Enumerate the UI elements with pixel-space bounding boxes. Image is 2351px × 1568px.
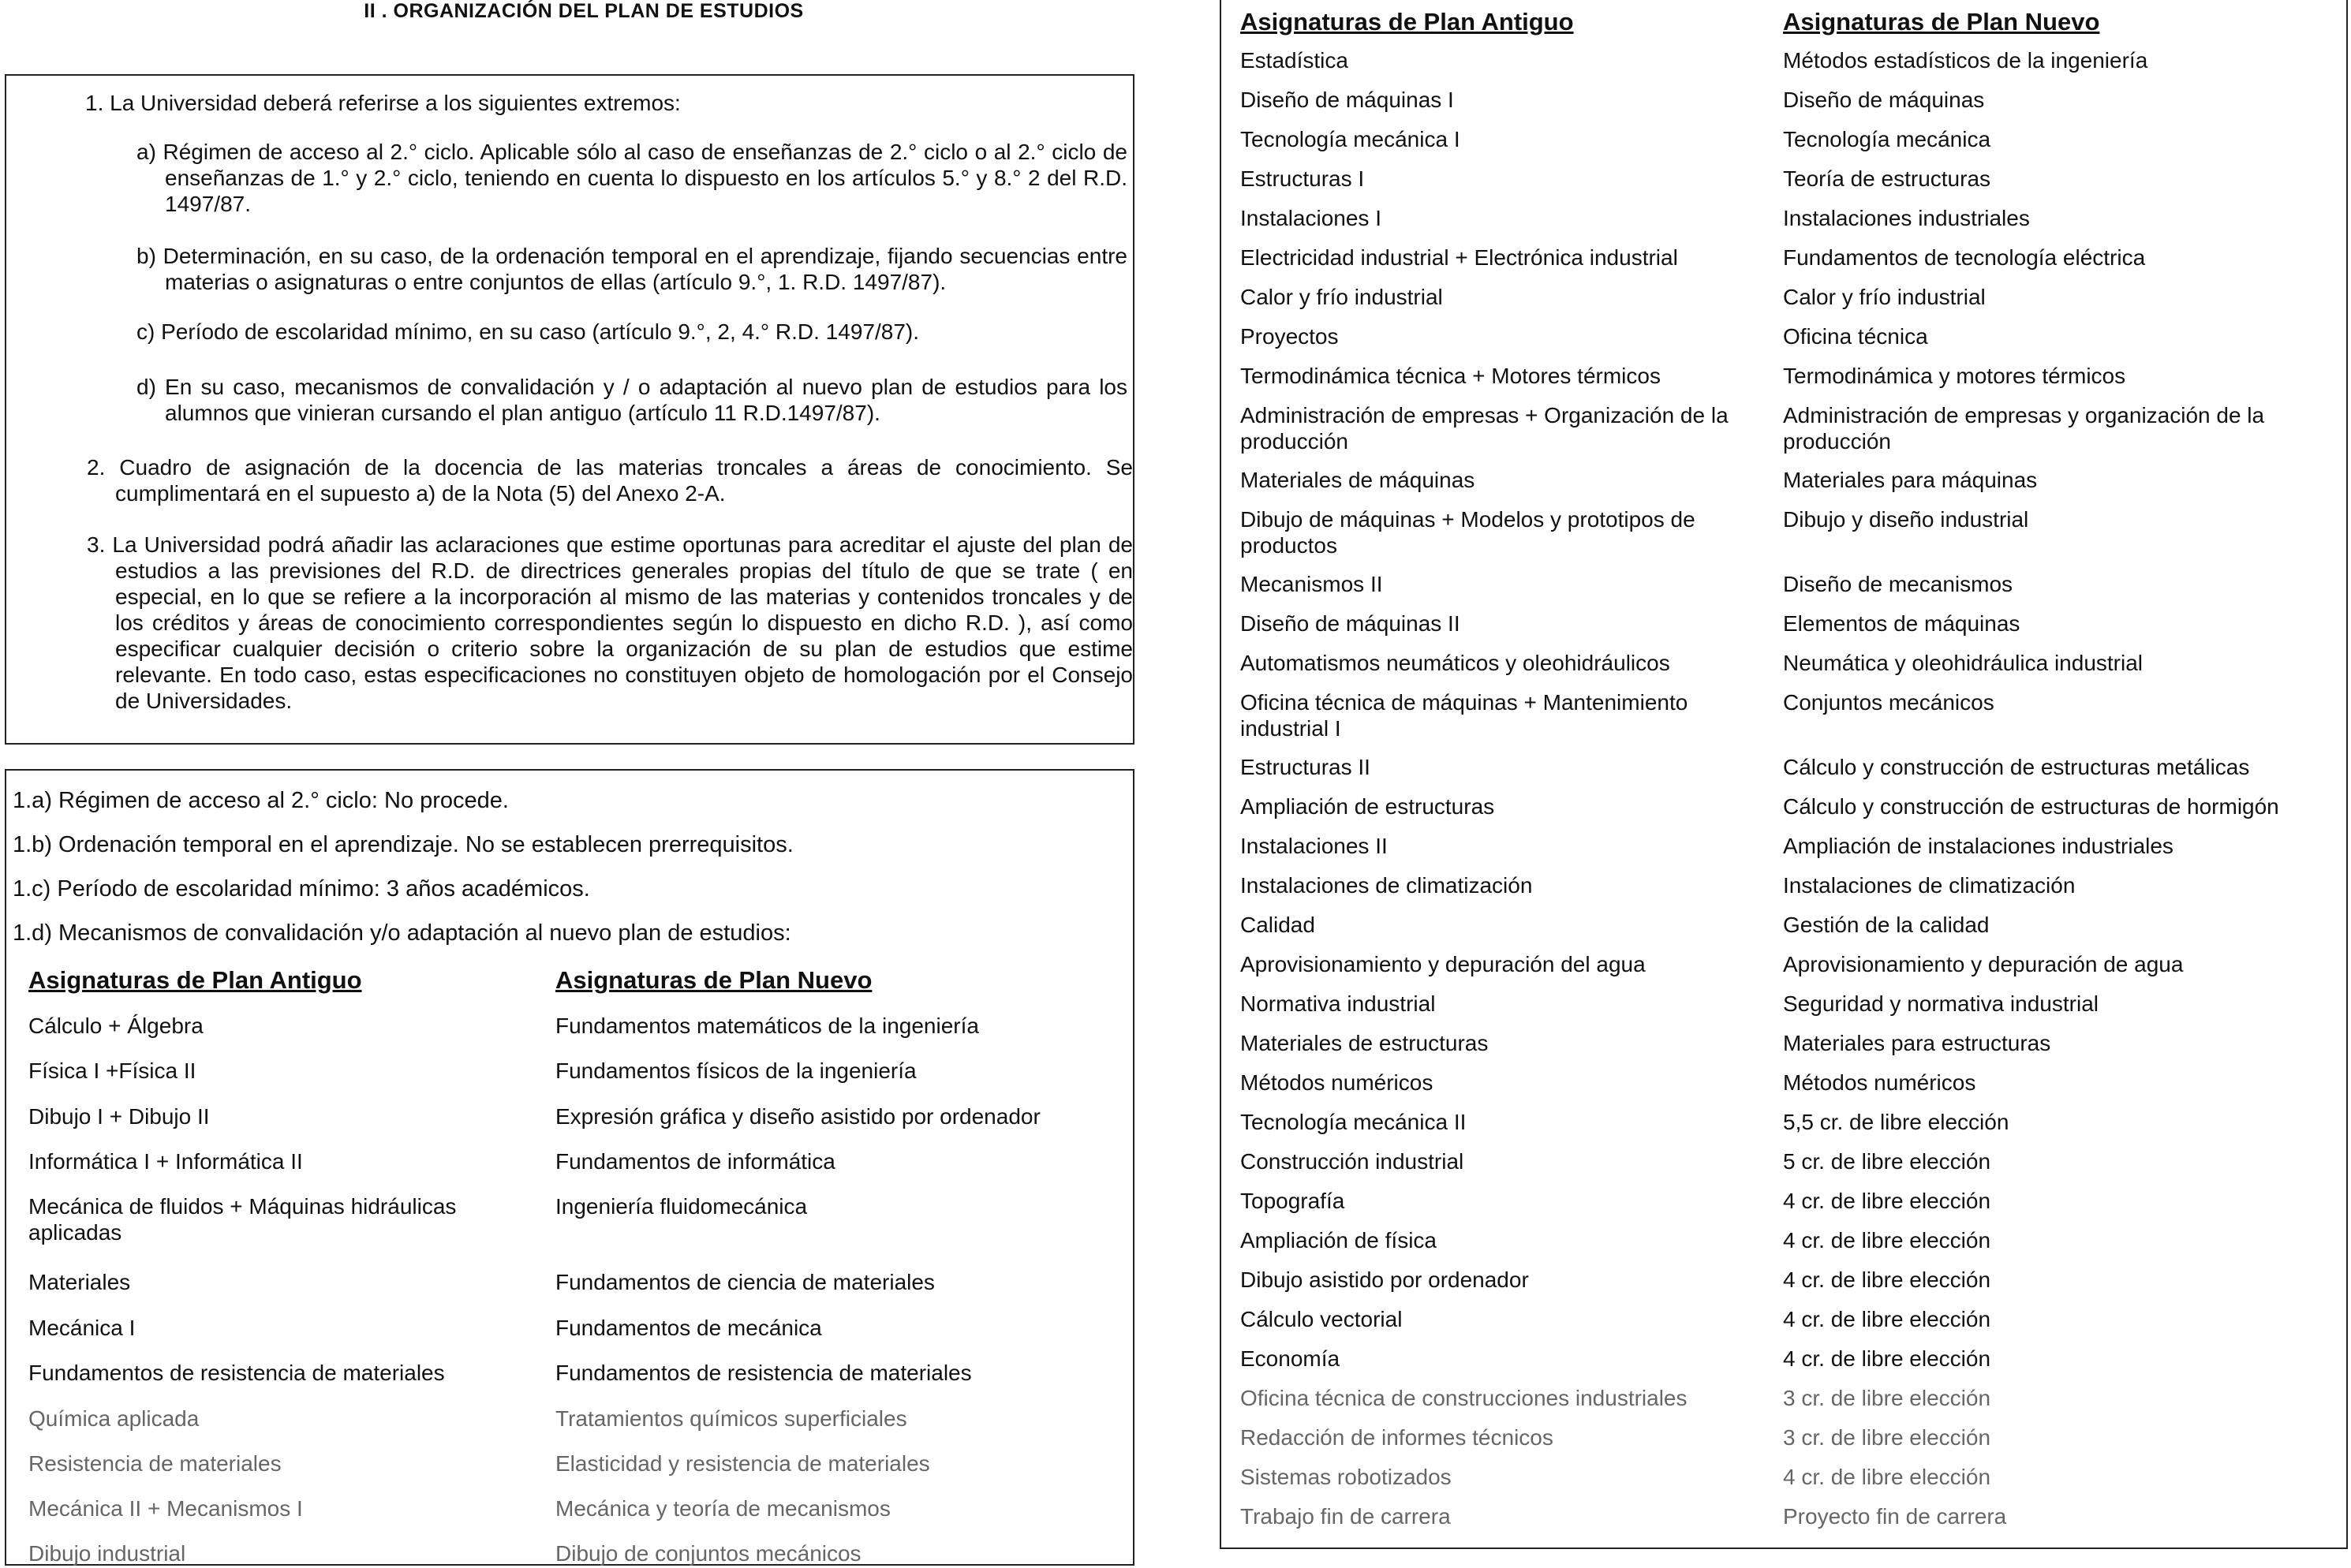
table-cell-old: Estadística — [1240, 48, 1348, 73]
left-new-header: Asignaturas de Plan Nuevo — [555, 966, 873, 994]
table-cell-new: Oficina técnica — [1783, 324, 1928, 349]
table-cell-old: Sistemas robotizados — [1240, 1465, 1452, 1489]
table-cell-new: Mecánica y teoría de mecanismos — [555, 1496, 891, 1521]
instructions-box — [5, 74, 1134, 745]
table-cell-new: Fundamentos de resistencia de materiales — [555, 1361, 972, 1385]
table-cell-new: Instalaciones industriales — [1783, 206, 2030, 230]
table-cell-old: Mecánica de fluidos + Máquinas hidráulicas aplicadas — [28, 1194, 457, 1245]
table-cell-old: Materiales — [28, 1270, 131, 1294]
table-cell-new: Fundamentos de tecnología eléctrica — [1783, 245, 2146, 270]
table-cell-new: Termodinámica y motores térmicos — [1783, 364, 2126, 388]
answer-1a: 1.a) Régimen de acceso al 2.° ciclo: No procede. — [13, 788, 509, 813]
table-cell-old: Diseño de máquinas I — [1240, 88, 1454, 112]
right-new-header: Asignaturas de Plan Nuevo — [1783, 8, 2100, 35]
rule-2: 2. Cuadro de asignación de la docencia de las materias troncales a áreas de conocimiento. Se cumplimentará en el supuesto a) de la Nota (5) del Anexo 2-A. — [87, 455, 1133, 506]
table-cell-new: Cálculo y construcción de estructuras metálicas — [1783, 755, 2250, 779]
rule-3: 3. La Universidad podrá añadir las aclaraciones que estime oportunas para acreditar el ajuste del plan de estudios a las previsiones del R.D. de directrices generales propias del título de que se trate ( en especial, en lo que se refiere a la incorporación al mismo de las materias y contenidos troncales y de los créditos y áreas de conocimiento correspondientes según lo dispuesto en dicho R.D. ), así como especificar cualquier decisión o criterio sobre la organización de su plan de estudios que estime relevante. En todo caso, estas especificaciones no constituyen objeto de homologación por el Consejo de Universidades. — [87, 532, 1133, 713]
table-cell-old: Dibujo I + Dibujo II — [28, 1104, 210, 1129]
table-cell-old: Electricidad industrial + Electrónica industrial — [1240, 245, 1678, 270]
table-cell-new: Elasticidad y resistencia de materiales — [555, 1451, 930, 1476]
table-cell-new: Proyecto fin de carrera — [1783, 1504, 2007, 1529]
table-cell-new: Tecnología mecánica — [1783, 127, 1991, 151]
table-cell-old: Dibujo industrial — [28, 1541, 186, 1566]
table-cell-old: Construcción industrial — [1240, 1149, 1464, 1174]
table-cell-old: Física I +Física II — [28, 1058, 196, 1083]
rule-1d: d) En su caso, mecanismos de convalidación y / o adaptación al nuevo plan de estudios para los alumnos que vinieran cursando el plan antiguo (artículo 11 R.D.1497/87). — [136, 375, 1127, 425]
table-cell-old: Ampliación de física — [1240, 1228, 1437, 1253]
table-cell-new: Materiales para máquinas — [1783, 468, 2038, 492]
table-cell-old: Ampliación de estructuras — [1240, 794, 1495, 819]
table-cell-old: Métodos numéricos — [1240, 1070, 1433, 1095]
table-cell-old: Calidad — [1240, 913, 1315, 937]
table-cell-old: Tecnología mecánica II — [1240, 1110, 1467, 1134]
table-cell-new: Materiales para estructuras — [1783, 1031, 2051, 1055]
table-cell-old: Instalaciones I — [1240, 206, 1381, 230]
table-cell-new: Calor y frío industrial — [1783, 285, 1986, 309]
table-cell-new: Diseño de máquinas — [1783, 88, 1985, 112]
table-cell-new: Ampliación de instalaciones industriales — [1783, 834, 2173, 858]
table-cell-new: 4 cr. de libre elección — [1783, 1346, 1991, 1371]
table-cell-new: Dibujo y diseño industrial — [1783, 507, 2029, 532]
table-cell-new: Métodos estadísticos de la ingeniería — [1783, 48, 2148, 73]
table-cell-old: Proyectos — [1240, 324, 1339, 349]
table-cell-old: Calor y frío industrial — [1240, 285, 1443, 309]
table-cell-old: Cálculo + Álgebra — [28, 1014, 204, 1038]
table-cell-new: 3 cr. de libre elección — [1783, 1425, 1991, 1450]
table-cell-old: Instalaciones de climatización — [1240, 873, 1533, 898]
rule-1c: c) Período de escolaridad mínimo, en su caso (artículo 9.°, 2, 4.° R.D. 1497/87). — [136, 319, 919, 344]
table-cell-old: Cálculo vectorial — [1240, 1307, 1403, 1331]
table-cell-new: Fundamentos de ciencia de materiales — [555, 1270, 935, 1294]
table-cell-new: Tratamientos químicos superficiales — [555, 1406, 907, 1431]
table-cell-new: Elementos de máquinas — [1783, 611, 2020, 636]
table-cell-new: 3 cr. de libre elección — [1783, 1386, 1991, 1410]
table-cell-new: Ingeniería fluidomecánica — [555, 1194, 808, 1219]
table-cell-new: Instalaciones de climatización — [1783, 873, 2076, 898]
left-old-header: Asignaturas de Plan Antiguo — [28, 966, 362, 994]
table-cell-old: Normativa industrial — [1240, 991, 1436, 1016]
table-cell-new: Fundamentos de mecánica — [555, 1316, 822, 1340]
table-cell-old: Dibujo de máquinas + Modelos y prototipos de productos — [1240, 507, 1695, 558]
answer-1b: 1.b) Ordenación temporal en el aprendizaje. No se establecen prerrequisitos. — [13, 832, 794, 857]
page-title: II . ORGANIZACIÓN DEL PLAN DE ESTUDIOS — [364, 0, 804, 22]
table-cell-new: 4 cr. de libre elección — [1783, 1465, 1991, 1489]
answers-box — [5, 769, 1134, 1566]
table-cell-new: Neumática y oleohidráulica industrial — [1783, 651, 2144, 675]
table-cell-new: Expresión gráfica y diseño asistido por ordenador — [555, 1104, 1041, 1129]
rule-1: 1. La Universidad deberá referirse a los siguientes extremos: — [85, 91, 681, 115]
table-cell-new: 4 cr. de libre elección — [1783, 1228, 1991, 1253]
table-cell-new: Cálculo y construcción de estructuras de hormigón — [1783, 794, 2279, 819]
table-cell-new: 4 cr. de libre elección — [1783, 1267, 1991, 1292]
answer-1d: 1.d) Mecanismos de convalidación y/o adaptación al nuevo plan de estudios: — [13, 920, 791, 946]
table-cell-old: Materiales de estructuras — [1240, 1031, 1489, 1055]
table-cell-new: 5 cr. de libre elección — [1783, 1149, 1991, 1174]
table-cell-old: Química aplicada — [28, 1406, 200, 1431]
table-cell-new: Teoría de estructuras — [1783, 166, 1991, 191]
table-cell-new: Dibujo de conjuntos mecánicos — [555, 1541, 862, 1566]
table-cell-old: Resistencia de materiales — [28, 1451, 282, 1476]
table-cell-old: Redacción de informes técnicos — [1240, 1425, 1553, 1450]
table-cell-old: Mecánica I — [28, 1316, 136, 1340]
table-cell-old: Topografía — [1240, 1189, 1345, 1213]
right-table-box — [1220, 0, 2348, 1549]
table-cell-new: Aprovisionamiento y depuración de agua — [1783, 952, 2184, 976]
rule-1a: a) Régimen de acceso al 2.° ciclo. Aplicable sólo al caso de enseñanzas de 2.° ciclo o al 2.° ciclo de enseñanzas de 1.° y 2.° ciclo, teniendo en cuenta lo dispuesto en los artículos 5.° y 8.° 2 del R.D. 1497/87. — [136, 140, 1127, 216]
table-cell-new: Métodos numéricos — [1783, 1070, 1976, 1095]
table-cell-old: Informática I + Informática II — [28, 1149, 303, 1174]
table-cell-new: Fundamentos matemáticos de la ingeniería — [555, 1014, 979, 1038]
table-cell-new: Fundamentos de informática — [555, 1149, 835, 1174]
table-cell-new: Fundamentos físicos de la ingeniería — [555, 1058, 917, 1083]
table-cell-old: Termodinámica técnica + Motores térmicos — [1240, 364, 1661, 388]
table-cell-old: Mecánica II + Mecanismos I — [28, 1496, 303, 1521]
table-cell-new: 4 cr. de libre elección — [1783, 1189, 1991, 1213]
table-cell-old: Estructuras I — [1240, 166, 1365, 191]
table-cell-old: Oficina técnica de máquinas + Mantenimiento industrial I — [1240, 690, 1688, 741]
table-cell-old: Estructuras II — [1240, 755, 1370, 779]
answer-1c: 1.c) Período de escolaridad mínimo: 3 años académicos. — [13, 876, 590, 902]
table-cell-old: Trabajo fin de carrera — [1240, 1504, 1451, 1529]
table-cell-old: Tecnología mecánica I — [1240, 127, 1460, 151]
table-cell-old: Dibujo asistido por ordenador — [1240, 1267, 1529, 1292]
table-cell-old: Fundamentos de resistencia de materiales — [28, 1361, 445, 1385]
table-cell-new: Administración de empresas y organización de la producción — [1783, 403, 2265, 454]
table-cell-new: Seguridad y normativa industrial — [1783, 991, 2099, 1016]
table-cell-new: 4 cr. de libre elección — [1783, 1307, 1991, 1331]
rule-1b: b) Determinación, en su caso, de la ordenación temporal en el aprendizaje, fijando secuencias entre materias o asignaturas o entre conjuntos de ellas (artículo 9.°, 1. R.D. 1497/87). — [136, 244, 1127, 294]
table-cell-new: Gestión de la calidad — [1783, 913, 1990, 937]
table-cell-old: Administración de empresas + Organización de la producción — [1240, 403, 1729, 454]
right-old-header: Asignaturas de Plan Antiguo — [1240, 8, 1574, 35]
table-cell-old: Diseño de máquinas II — [1240, 611, 1460, 636]
table-cell-new: Conjuntos mecánicos — [1783, 690, 1994, 715]
table-cell-old: Instalaciones II — [1240, 834, 1388, 858]
table-cell-new: 5,5 cr. de libre elección — [1783, 1110, 2009, 1134]
table-cell-old: Oficina técnica de construcciones industriales — [1240, 1386, 1688, 1410]
table-cell-old: Mecanismos II — [1240, 572, 1383, 596]
table-cell-new: Diseño de mecanismos — [1783, 572, 2013, 596]
table-cell-old: Automatismos neumáticos y oleohidráulicos — [1240, 651, 1670, 675]
table-cell-old: Economía — [1240, 1346, 1340, 1371]
table-cell-old: Aprovisionamiento y depuración del agua — [1240, 952, 1646, 976]
table-cell-old: Materiales de máquinas — [1240, 468, 1475, 492]
